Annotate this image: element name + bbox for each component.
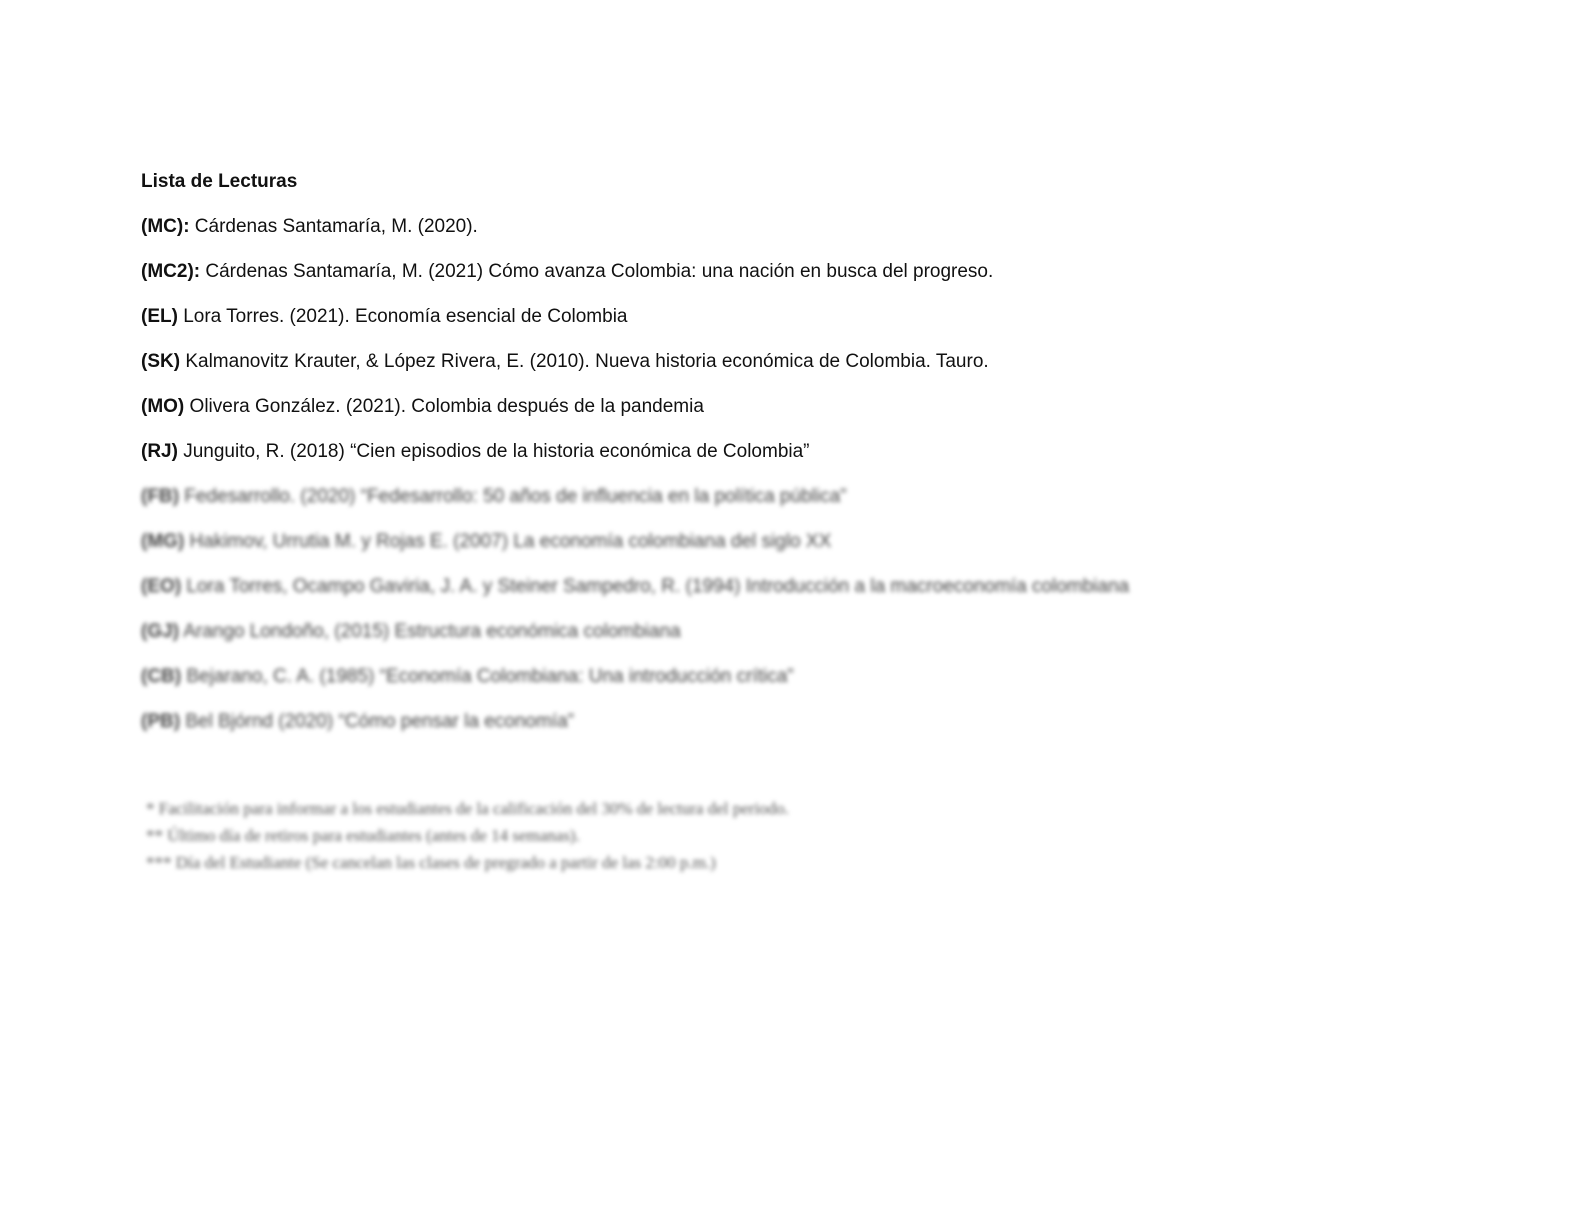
page-title: Lista de Lecturas <box>141 171 298 192</box>
reading-text: Junguito, R. (2018) “Cien episodios de la historia económica de Colombia” <box>177 441 810 462</box>
footnotes <box>146 795 926 876</box>
footnote: ** Último día de retiros para estudiantes (antes de 14 semanas). <box>146 826 580 845</box>
reading-text: Cárdenas Santamaría, M. (2020). <box>189 216 478 237</box>
reading-text: Kalmanovitz Krauter, & López Rivera, E. (2010). Nueva historia económica de Colombia. Tauro. <box>180 351 989 372</box>
reading-code: (EO) <box>141 576 182 597</box>
reading-code: (SK) <box>141 351 181 372</box>
reading-code: (MG) <box>141 531 185 552</box>
reading-text: Olivera González. (2021). Colombia después de la pandemia <box>184 396 704 417</box>
reading-item <box>141 305 1441 329</box>
reading-code: (RJ) <box>141 441 178 462</box>
reading-code: (GJ) <box>141 621 179 642</box>
reading-text: Hakimov, Urrutia M. y Rojas E. (2007) La economía colombiana del siglo XX <box>184 531 832 552</box>
footnote: *** Día del Estudiante (Se cancelan las clases de pregrado a partir de las 2:00 p.m.) <box>146 853 716 872</box>
reading-item <box>141 215 1441 239</box>
blurred-reading-item <box>141 485 1441 509</box>
blurred-reading-item <box>141 620 1441 644</box>
reading-code: (CB) <box>141 666 182 687</box>
reading-text: Fedesarrollo. (2020) “Fedesarrollo: 50 años de influencia en la política pública” <box>178 486 847 507</box>
blurred-reading-item <box>141 575 1441 599</box>
reading-list <box>141 170 1441 755</box>
blurred-reading-item <box>141 530 1441 554</box>
reading-code: (MC): <box>141 216 190 237</box>
blurred-reading-item <box>141 710 1441 734</box>
reading-item <box>141 395 1441 419</box>
reading-text: Bejarano, C. A. (1985) “Economía Colombiana: Una introducción crítica” <box>181 666 794 687</box>
reading-code: (MC2): <box>141 261 201 282</box>
blurred-reading-item <box>141 665 1441 689</box>
reading-code: (EL) <box>141 306 178 327</box>
reading-item <box>141 350 1441 374</box>
reading-item <box>141 440 1441 464</box>
reading-code: (MO) <box>141 396 185 417</box>
reading-text: Bel Bjórnd (2020) “Cómo pensar la economía” <box>180 711 574 732</box>
reading-text: Arango Londoño, (2015) Estructura económica colombiana <box>179 621 681 642</box>
reading-code: (FB) <box>141 486 179 507</box>
reading-text: Lora Torres, Ocampo Gaviria, J. A. y Steiner Sampedro, R. (1994) Introducción a la macroeconomía colombiana <box>181 576 1130 597</box>
reading-item <box>141 260 1441 284</box>
footnote: * Facilitación para informar a los estudiantes de la calificación del 30% de lectura del periodo. <box>146 799 789 818</box>
reading-text: Lora Torres. (2021). Economía esencial de Colombia <box>177 306 628 327</box>
reading-text: Cárdenas Santamaría, M. (2021) Cómo avanza Colombia: una nación en busca del progreso. <box>200 261 994 282</box>
reading-code: (PB) <box>141 711 181 732</box>
